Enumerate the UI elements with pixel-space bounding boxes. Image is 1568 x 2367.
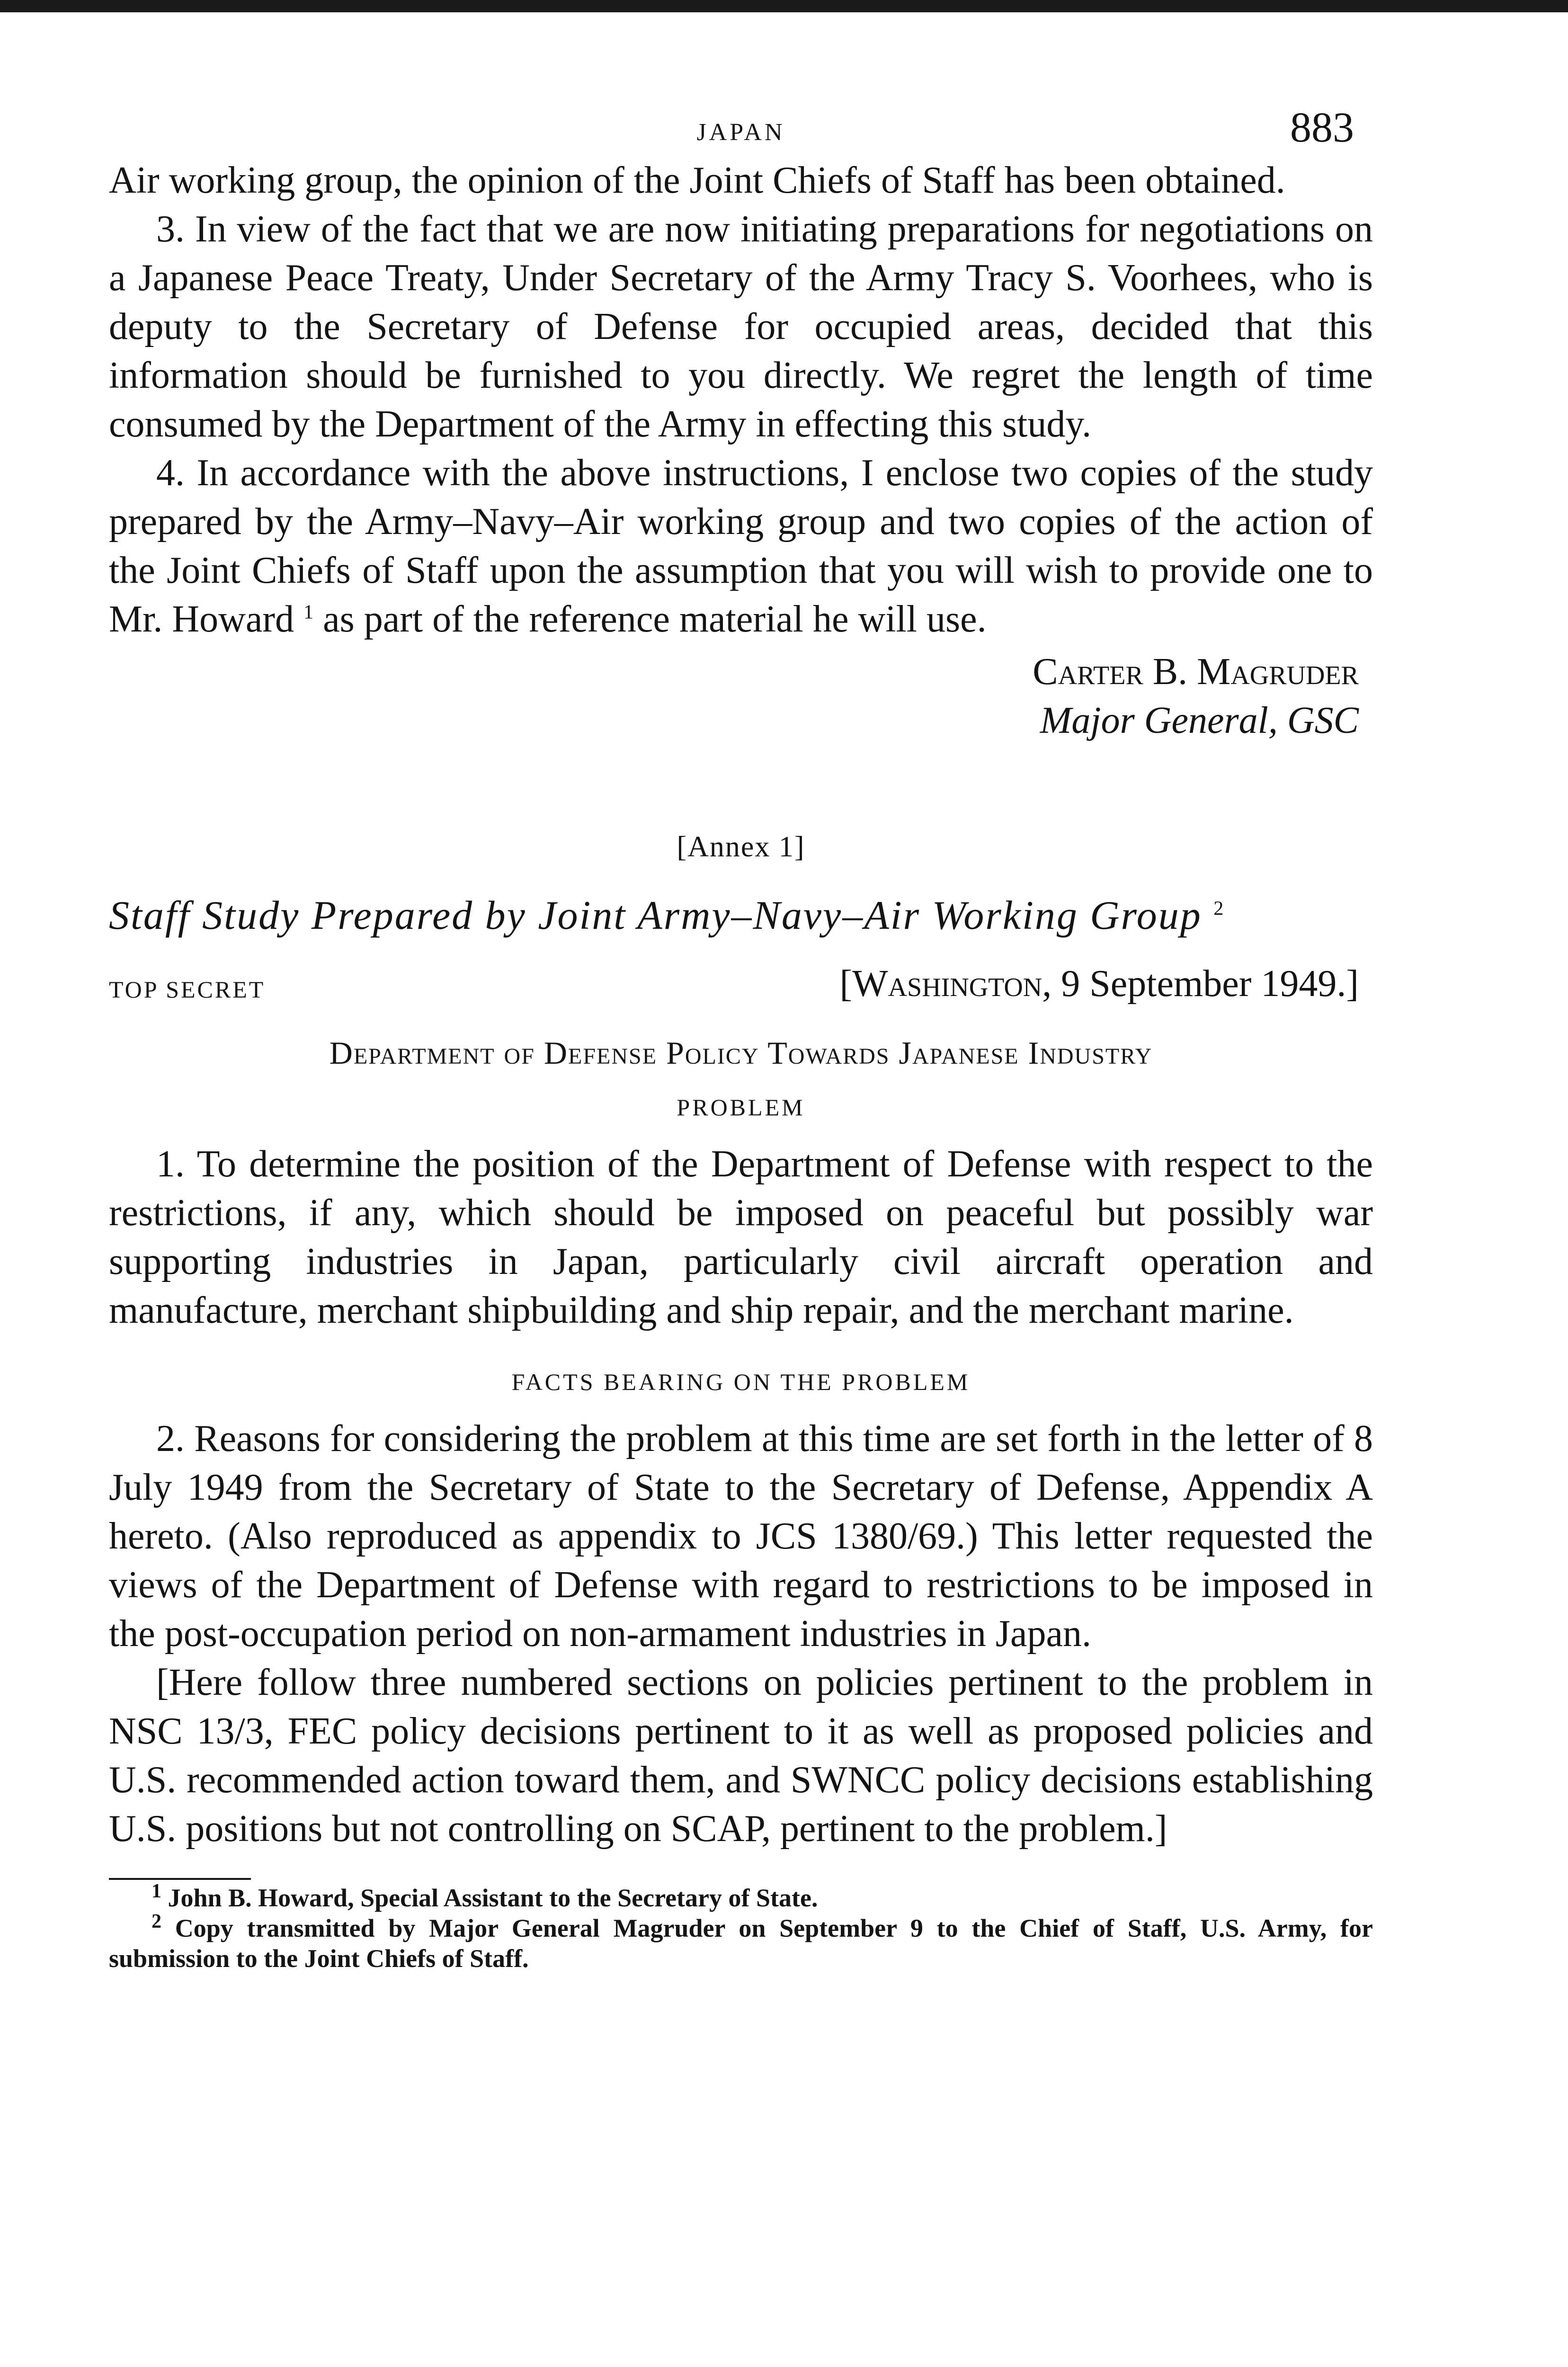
footnote-2-marker: 2 — [151, 1911, 161, 1932]
annex-label: [Annex 1] — [677, 831, 805, 863]
section-heading-facts: FACTS BEARING ON THE PROBLEM — [511, 1369, 971, 1395]
document-page — [109, 85, 1373, 1974]
body-paragraph-continued: Air working group, the opinion of the Joint Chiefs of Staff has been obtained. — [109, 160, 1285, 201]
facts-paragraph-2: 2. Reasons for considering the problem at this time are set forth in the letter of 8 July 1949 from the Secretary of State to the Secretary of Defense, Appendix A hereto. (Also reproduced as appendix to JCS 1380/69.) This letter requested the views of the Department of Defense with regard to restrictions to be imposed in the post-occupation period on non-armament industries in Japan. — [109, 1418, 1373, 1655]
body-paragraph-4-text: 4. In accordance with the above instructions, I enclose two copies of the study prepared by the Army–Navy–Air working group and two copies of the action of the Joint Chiefs of Staff upon the assumption that you will wish to provide one to Mr. Howard — [109, 452, 1373, 640]
footnote-2-text: Copy transmitted by Major General Magruder on September 9 to the Chief of Staff, U.S. Army, for submission to the Joint Chiefs of Staff. — [109, 1914, 1373, 1973]
footnote-1-marker: 1 — [151, 1880, 161, 1902]
footnote-divider — [109, 1878, 251, 1880]
footnote-1-text: John B. Howard, Special Assistant to the Secretary of State. — [168, 1884, 818, 1912]
study-title-text: Staff Study Prepared by Joint Army–Navy–Air Working Group — [109, 892, 1202, 938]
classification-label: TOP SECRET — [109, 976, 266, 1003]
running-head — [109, 85, 1373, 156]
footnote-ref-2: 2 — [1213, 898, 1225, 920]
dateline-place: Washington — [852, 963, 1042, 1005]
dateline-open: [ — [839, 963, 853, 1005]
footnote-ref-1: 1 — [303, 601, 314, 623]
page-number: 883 — [1290, 104, 1354, 151]
classification-row — [109, 962, 1373, 1010]
document-title: Department of Defense Policy Towards Japanese Industry — [329, 1035, 1153, 1071]
facts-editorial-note: [Here follow three numbered sections on policies pertinent to the problem in NSC 13/3, FEC policy decisions pertinent to it as well as proposed policies and U.S. recommended action toward them, and SWNCC policy decisions establishing U.S. positions but not controlling on SCAP, pertinent to the problem.] — [109, 1662, 1373, 1850]
body-paragraph-4-text-end: as part of the reference material he will use. — [323, 598, 987, 640]
scan-top-border — [0, 0, 1568, 12]
signature-name: Carter B. Magruder — [1033, 651, 1359, 693]
running-title: JAPAN — [696, 119, 785, 146]
dateline — [839, 962, 1359, 1006]
footnote-2 — [109, 1913, 1373, 1974]
dateline-date: , 9 September 1949.] — [1042, 963, 1359, 1005]
footnote-1 — [109, 1880, 1373, 1913]
study-title — [109, 891, 1373, 939]
body-paragraph-3: 3. In view of the fact that we are now initiating preparations for negotiations on a Japanese Peace Treaty, Under Secretary of the Army Tracy S. Voorhees, who is deputy to the Secretary of Defense for occupied areas, decided that this information should be furnished to you directly. We regret the length of time consumed by the Department of the Army in effecting this study. — [109, 208, 1373, 445]
signature-block — [109, 648, 1373, 745]
section-heading-problem: PROBLEM — [677, 1094, 805, 1121]
problem-paragraph: 1. To determine the position of the Department of Defense with respect to the restrictions, if any, which should be imposed on peaceful but possibly war supporting industries in Japan, particularly civil aircraft operation and manufacture, merchant shipbuilding and ship repair, and the merchant marine. — [109, 1143, 1373, 1331]
body-paragraph-4 — [109, 449, 1373, 644]
signature-title: Major General, GSC — [1040, 700, 1359, 741]
